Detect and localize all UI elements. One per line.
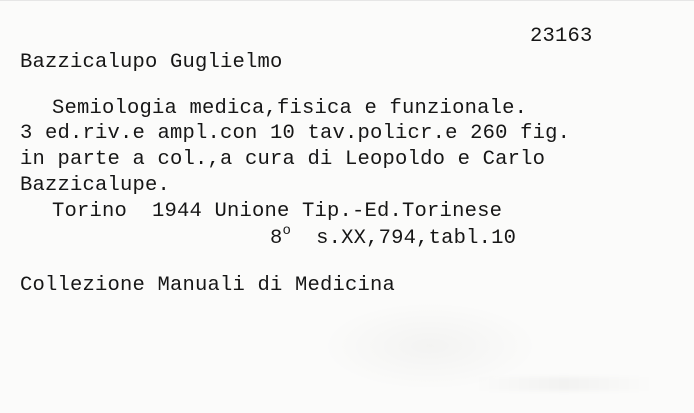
editors-line: in parte a col.,a cura di Leopoldo e Carlo xyxy=(20,148,546,171)
faded-print-mark xyxy=(474,377,654,391)
edition-line: 3 ed.riv.e ampl.con 10 tav.policr.e 260 fig. xyxy=(20,122,571,145)
series-line: Collezione Manuali di Medicina xyxy=(20,274,396,297)
author-heading: Bazzicalupo Guglielmo xyxy=(20,51,283,74)
book-title: Semiologia medica,fisica e funzionale. xyxy=(52,97,528,120)
editors-line-cont: Bazzicalupe. xyxy=(20,174,171,197)
collation-spacer xyxy=(291,227,316,250)
collation: s.XX,794,tabl.10 xyxy=(316,227,517,250)
card-number: 23163 xyxy=(530,25,593,48)
format-size: 8 xyxy=(270,227,283,250)
format-degree: o xyxy=(282,223,292,239)
imprint-line: Torino 1944 Unione Tip.-Ed.Torinese xyxy=(52,200,503,223)
format-line xyxy=(270,223,517,252)
